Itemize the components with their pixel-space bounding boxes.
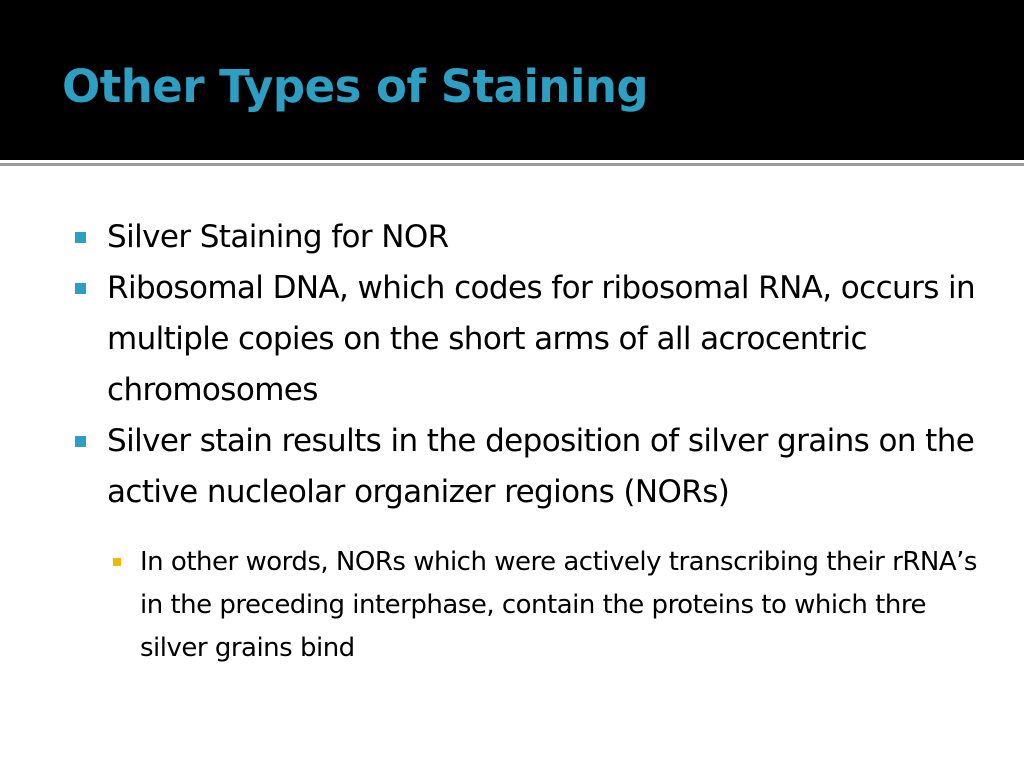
bullet-text: Ribosomal DNA, which codes for ribosomal RNA, occurs in multiple copies on the short arms of all acrocentric chromosomes: [107, 270, 976, 408]
square-bullet-icon: [75, 283, 86, 294]
bullet-text: Silver Staining for NOR: [107, 219, 449, 255]
bullet-item: [0, 416, 977, 518]
bullet-text: Silver stain results in the deposition of silver grains on the active nucleolar organizer regions (NORs): [107, 423, 975, 510]
title-band: [0, 0, 1024, 160]
slide-body: [0, 212, 1024, 670]
title-divider: [0, 163, 1024, 166]
bullet-item: [0, 212, 977, 263]
sub-bullet-item: [0, 541, 990, 670]
sub-bullet-text: In other words, NORs which were actively transcribing their rRNA’s in the preceding interphase, contain the proteins to which thre silver grains bind: [140, 547, 977, 663]
slide-title: Other Types of Staining: [62, 60, 649, 113]
bullet-item: [0, 263, 977, 416]
square-sub-bullet-icon: [113, 558, 121, 566]
square-bullet-icon: [75, 436, 86, 447]
square-bullet-icon: [75, 232, 86, 243]
